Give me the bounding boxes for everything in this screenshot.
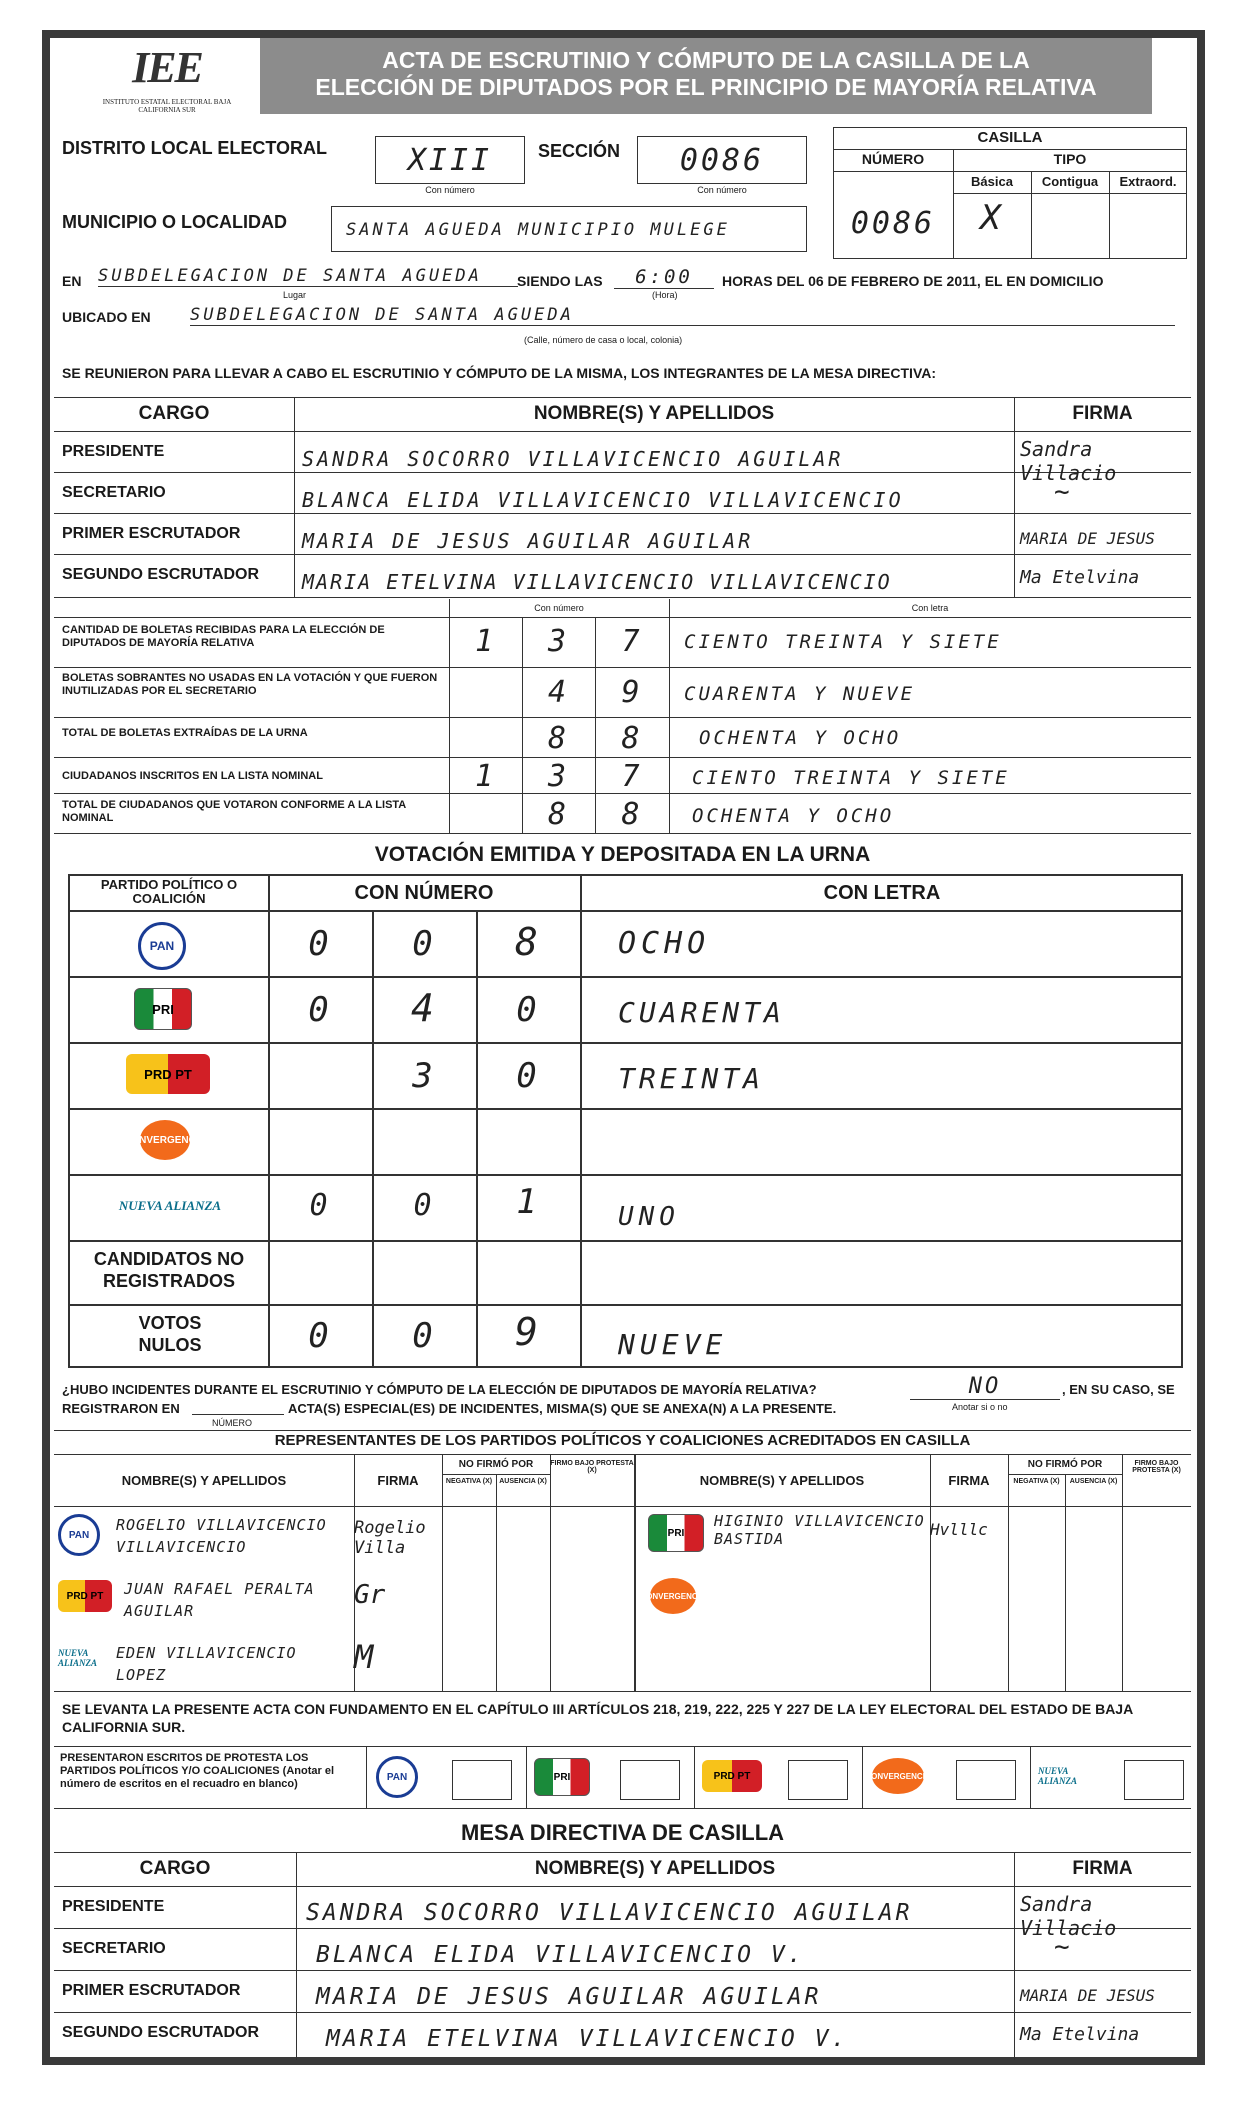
incidentes-answer-caption: Anotar si o no [952, 1402, 1008, 1412]
casilla-numero-label: NÚMERO [861, 151, 925, 167]
rep-firma[interactable]: M [354, 1638, 374, 1676]
ubicado-label: UBICADO EN [62, 309, 151, 325]
escritos-pan-box[interactable] [452, 1760, 512, 1800]
distrito-caption: Con número [425, 185, 475, 195]
convergencia-logo-icon: CONVERGENCIA [140, 1120, 190, 1160]
ubicado-caption: (Calle, número de casa o local, colonia) [524, 335, 683, 345]
logo-subtitle: INSTITUTO ESTATAL ELECTORAL BAJA CALIFORNIA SUR [102, 98, 232, 114]
mesa2-firma[interactable]: Sandra Villacio [1020, 1892, 1117, 1940]
votacion-partido-header: PARTIDO POLÍTICO O COALICIÓN [100, 877, 238, 906]
representantes-title: REPRESENTANTES DE LOS PARTIDOS POLÍTICOS Y COALICIONES ACREDITADOS EN CASILLA [274, 1432, 971, 1449]
mesa-nombre[interactable]: MARIA ETELVINA VILLAVICENCIO VILLAVICENCIO [302, 570, 892, 594]
escritos-pan-icon: PAN [376, 1756, 418, 1798]
votacion-digit[interactable]: 0 [412, 924, 436, 964]
mesa-firma[interactable]: MARIA DE JESUS [1020, 529, 1155, 548]
rep-negativa-header-2: NEGATIVA (X) [1013, 1478, 1060, 1485]
boletas-label: BOLETAS SOBRANTES NO USADAS EN LA VOTACIÓN Y QUE FUERON INUTILIZADAS POR EL SECRETARIO [62, 672, 438, 697]
seccion-field[interactable]: 0086 [637, 136, 807, 184]
boletas-digit[interactable]: 8 [621, 721, 643, 756]
rep-firma[interactable]: Hvlllc [930, 1520, 988, 1539]
boletas-letra[interactable]: CIENTO TREINTA Y SIETE [684, 631, 1002, 653]
rep-firma-header-2: FIRMA [948, 1473, 990, 1488]
mesa2-nombre[interactable]: MARIA DE JESUS AGUILAR AGUILAR [316, 1984, 822, 2010]
mesa2-cargo: SEGUNDO ESCRUTADOR [62, 2024, 260, 2041]
votacion-digit[interactable]: 0 [516, 1056, 540, 1096]
rep-pri-icon: PRI [648, 1514, 704, 1552]
boletas-digit[interactable]: 8 [547, 797, 570, 832]
votacion-letra-header: CON LETRA [823, 882, 941, 904]
votacion-digit[interactable]: 4 [411, 986, 437, 1030]
boletas-letra[interactable]: OCHENTA Y OCHO [699, 727, 902, 749]
nueva-alianza-logo-icon: NUEVA ALIANZA [110, 1186, 230, 1226]
votacion-digit[interactable]: 0 [412, 1316, 436, 1356]
votacion-table [68, 874, 1183, 1368]
mesa-nombre-header: NOMBRE(S) Y APELLIDOS [533, 403, 775, 424]
casilla-tipo-label: TIPO [1053, 151, 1087, 167]
mesa-firma[interactable]: ~ [1054, 477, 1070, 507]
rep-pan-icon: PAN [58, 1514, 100, 1556]
no-registrados-label: CANDIDATOS NO REGISTRADOS [93, 1249, 245, 1291]
rep-ausencia-header-2: AUSENCIA (X) [1069, 1478, 1118, 1485]
casilla-contigua: Contigua [1041, 174, 1099, 189]
rep-prd-pt-icon: PRD PT [58, 1580, 112, 1612]
escritos-convergencia-box[interactable] [956, 1760, 1016, 1800]
votacion-title: VOTACIÓN EMITIDA Y DEPOSITADA EN LA URNA [374, 843, 871, 866]
casilla-numero-field[interactable]: 0086 [850, 206, 936, 241]
municipio-label: MUNICIPIO O LOCALIDAD [62, 212, 287, 232]
incidentes-numero-caption: NÚMERO [212, 1418, 252, 1428]
mesa2-title: MESA DIRECTIVA DE CASILLA [460, 1820, 785, 1845]
rep-protesta-header-2: FIRMO BAJO PROTESTA (X) [1132, 1460, 1181, 1474]
en-field[interactable]: SUBDELEGACION DE SANTA AGUEDA [98, 266, 518, 287]
casilla-title: CASILLA [977, 129, 1043, 146]
mesa2-nombre[interactable]: MARIA ETELVINA VILLAVICENCIO V. [326, 2026, 849, 2052]
votos-nulos-label: VOTOS NULOS [138, 1313, 202, 1355]
boletas-digit[interactable]: 9 [621, 675, 643, 710]
mesa-nombre[interactable]: BLANCA ELIDA VILLAVICENCIO VILLAVICENCIO [302, 488, 904, 512]
boletas-label: TOTAL DE CIUDADANOS QUE VOTARON CONFORME A LA LISTA NOMINAL [62, 799, 406, 824]
escritos-nueva-alianza-box[interactable] [1124, 1760, 1184, 1800]
reunieron-text: SE REUNIERON PARA LLEVAR A CABO EL ESCRUTINIO Y CÓMPUTO DE LA MISMA, LOS INTEGRANTES DE LA MESA DIRECTIVA: [62, 365, 937, 381]
boletas-label: TOTAL DE BOLETAS EXTRAÍDAS DE LA URNA [62, 727, 308, 739]
fecha-text: HORAS DEL 06 DE FEBRERO DE 2011, EL EN DOMICILIO [722, 273, 1104, 289]
incidentes-answer[interactable]: NO [910, 1374, 1060, 1400]
boletas-digit[interactable]: 7 [621, 624, 643, 659]
mesa-firma[interactable]: Sandra Villacio [1020, 437, 1117, 485]
boletas-digit[interactable]: 8 [621, 797, 643, 832]
mesa2-cargo-header: CARGO [139, 1858, 211, 1879]
votacion-digit[interactable]: 0 [413, 1188, 435, 1223]
rep-nombre[interactable]: ROGELIO VILLAVICENCIO VILLAVICENCIO [116, 1516, 327, 1556]
rep-nombre[interactable]: HIGINIO VILLAVICENCIO BASTIDA [714, 1512, 925, 1548]
rep-nombre-header-2: NOMBRE(S) Y APELLIDOS [699, 1473, 865, 1488]
votacion-digit[interactable]: 1 [516, 1182, 540, 1222]
boletas-letra[interactable]: CUARENTA Y NUEVE [684, 683, 916, 705]
rep-ausencia-header: AUSENCIA (X) [499, 1478, 547, 1485]
distrito-field[interactable]: XIII [375, 136, 525, 184]
mesa-firma-header: FIRMA [1072, 403, 1133, 424]
pan-logo-icon: PAN [138, 922, 186, 970]
boletas-letra[interactable]: CIENTO TREINTA Y SIETE [692, 767, 1010, 789]
fundamento-text: SE LEVANTA LA PRESENTE ACTA CON FUNDAMENTO EN EL CAPÍTULO III ARTÍCULOS 218, 219, 222, 225 Y 227 DE LA LEY ELECTORAL DEL ESTADO DE BAJA CALIFORNIA SUR. [62, 1701, 1133, 1735]
mesa-nombre[interactable]: SANDRA SOCORRO VILLAVICENCIO AGUILAR [302, 447, 844, 471]
boletas-label: CIUDADANOS INSCRITOS EN LA LISTA NOMINAL [62, 770, 323, 782]
casilla-basica: Básica [971, 174, 1013, 189]
incidentes-question: ¿HUBO INCIDENTES DURANTE EL ESCRUTINIO Y CÓMPUTO DE LA ELECCIÓN DE DIPUTADOS DE MAYORÍA RELATIVA? [62, 1382, 817, 1397]
votacion-letra[interactable]: NUEVE [618, 1328, 728, 1361]
mesa-cargo: SECRETARIO [62, 484, 166, 501]
votacion-numero-header: CON NÚMERO [354, 882, 494, 904]
boletas-digit[interactable]: 3 [547, 624, 570, 659]
prd-pt-logo-icon: PRD PT [126, 1054, 210, 1094]
rep-no-firmo-header: NO FIRMÓ POR [458, 1459, 534, 1470]
mesa-cargo-header: CARGO [138, 403, 210, 424]
siendo-label: SIENDO LAS [517, 273, 603, 289]
rep-negativa-header: NEGATIVA (X) [445, 1478, 493, 1485]
casilla-extraord: Extraord. [1119, 174, 1177, 189]
escritos-convergencia-icon: CONVERGENCIA [872, 1758, 924, 1794]
escritos-prd-pt-icon: PRD PT [702, 1760, 762, 1792]
casilla-basica-mark[interactable]: X [980, 198, 1004, 238]
mesa-cargo: PRESIDENTE [62, 443, 165, 460]
escritos-row [54, 1746, 1191, 1808]
form-title [260, 38, 1152, 114]
boletas-digit[interactable]: 1 [474, 759, 497, 794]
municipio-field[interactable]: SANTA AGUEDA MUNICIPIO MULEGE [331, 206, 807, 252]
rep-nombre-header: NOMBRE(S) Y APELLIDOS [121, 1473, 287, 1488]
rep-nombre[interactable]: EDEN VILLAVICENCIO LOPEZ [116, 1644, 297, 1684]
mesa-nombre[interactable]: MARIA DE JESUS AGUILAR AGUILAR [302, 529, 754, 553]
boletas-digit[interactable]: 4 [547, 675, 570, 710]
incidentes-line2a: REGISTRARON EN [62, 1401, 180, 1416]
escritos-nueva-alianza-icon: NUEVA ALIANZA [1038, 1760, 1104, 1792]
votacion-letra[interactable]: TREINTA [618, 1062, 765, 1095]
boletas-letra-header: Con letra [911, 603, 949, 613]
en-label: EN [62, 273, 82, 289]
hora-caption: (Hora) [652, 290, 678, 300]
boletas-digit[interactable]: 7 [621, 759, 643, 794]
mesa2-cargo: PRESIDENTE [62, 1898, 165, 1915]
mesa2-cargo: PRIMER ESCRUTADOR [62, 1982, 241, 1999]
boletas-label: CANTIDAD DE BOLETAS RECIBIDAS PARA LA ELECCIÓN DE DIPUTADOS DE MAYORÍA RELATIVA [62, 624, 385, 649]
votacion-digit[interactable]: 0 [309, 1188, 331, 1223]
mesa-firma[interactable]: Ma Etelvina [1020, 567, 1140, 588]
votacion-digit[interactable]: 8 [515, 920, 541, 964]
iee-logo [92, 42, 242, 117]
seccion-caption: Con número [697, 185, 747, 195]
votacion-digit[interactable]: 0 [308, 990, 332, 1030]
mesa-table [54, 397, 1191, 599]
boletas-letra[interactable]: OCHENTA Y OCHO [692, 805, 895, 827]
rep-nombre[interactable]: JUAN RAFAEL PERALTA AGUILAR [124, 1580, 315, 1620]
lugar-caption: Lugar [283, 290, 307, 300]
incidentes-numero-field[interactable] [192, 1414, 284, 1415]
incidentes-line2b: ACTA(S) ESPECIAL(ES) DE INCIDENTES, MISMA(S) QUE SE ANEXA(N) A LA PRESENTE. [288, 1401, 837, 1416]
mesa2-nombre-header: NOMBRE(S) Y APELLIDOS [534, 1858, 776, 1879]
boletas-numero-header: Con número [534, 603, 584, 613]
mesa2-firma[interactable]: Ma Etelvina [1020, 2024, 1140, 2045]
boletas-digit[interactable]: 1 [474, 624, 497, 659]
pri-logo-icon: PRI [134, 988, 192, 1030]
mesa2-firma[interactable]: ~ [1054, 1932, 1070, 1962]
title-line-2: ELECCIÓN DE DIPUTADOS POR EL PRINCIPIO DE MAYORÍA RELATIVA [315, 74, 1097, 100]
rep-no-firmo-header-2: NO FIRMÓ POR [1027, 1459, 1103, 1470]
boletas-table [54, 599, 1191, 834]
votacion-digit[interactable]: 9 [515, 1310, 541, 1354]
rep-firma[interactable]: Rogelio Villa [354, 1518, 426, 1558]
votacion-letra[interactable]: OCHO [618, 926, 711, 961]
ubicado-field[interactable]: SUBDELEGACION DE SANTA AGUEDA [190, 305, 1175, 326]
mesa2-table [54, 1852, 1191, 2060]
seccion-label: SECCIÓN [538, 141, 621, 161]
distrito-label: DISTRITO LOCAL ELECTORAL [62, 138, 328, 158]
mesa-cargo: PRIMER ESCRUTADOR [62, 525, 241, 542]
escritos-prd-pt-box[interactable] [788, 1760, 848, 1800]
incidentes-rest: , EN SU CASO, SE [1062, 1382, 1175, 1397]
escritos-pri-box[interactable] [620, 1760, 680, 1800]
boletas-digit[interactable]: 3 [547, 759, 570, 794]
votacion-letra[interactable]: UNO [618, 1202, 680, 1232]
escritos-text: PRESENTARON ESCRITOS DE PROTESTA LOS PARTIDOS POLÍTICOS Y/O COALICIONES (Anotar el número de escritos en el recuadro en blanco) [60, 1752, 335, 1790]
votacion-digit[interactable]: 0 [308, 924, 332, 964]
rep-protesta-header: FIRMO BAJO PROTESTA (X) [550, 1460, 634, 1474]
rep-nueva-alianza-icon: NUEVA ALIANZA [58, 1642, 112, 1674]
votacion-letra[interactable]: CUARENTA [618, 996, 785, 1029]
hora-field[interactable]: 6:00 [614, 266, 714, 289]
representantes-table [54, 1430, 1191, 1694]
rep-firma[interactable]: Gr [354, 1580, 386, 1610]
mesa2-nombre[interactable]: SANDRA SOCORRO VILLAVICENCIO AGUILAR [306, 1900, 913, 1926]
mesa2-cargo: SECRETARIO [62, 1940, 166, 1957]
title-line-1: ACTA DE ESCRUTINIO Y CÓMPUTO DE LA CASILLA DE LA [382, 47, 1030, 73]
boletas-digit[interactable]: 8 [547, 721, 570, 756]
votacion-digit[interactable]: 0 [516, 990, 540, 1030]
logo-text: IEE [132, 43, 202, 92]
votacion-digit[interactable]: 0 [308, 1316, 332, 1356]
mesa-cargo: SEGUNDO ESCRUTADOR [62, 566, 260, 583]
rep-firma-header: FIRMA [377, 1473, 419, 1488]
votacion-digit[interactable]: 3 [412, 1056, 436, 1096]
escritos-pri-icon: PRI [534, 1758, 590, 1796]
mesa2-firma[interactable]: MARIA DE JESUS [1020, 1986, 1155, 2005]
mesa2-firma-header: FIRMA [1072, 1858, 1133, 1879]
rep-convergencia-icon: CONVERGENCIA [650, 1578, 696, 1614]
mesa2-nombre[interactable]: BLANCA ELIDA VILLAVICENCIO V. [316, 1942, 805, 1968]
